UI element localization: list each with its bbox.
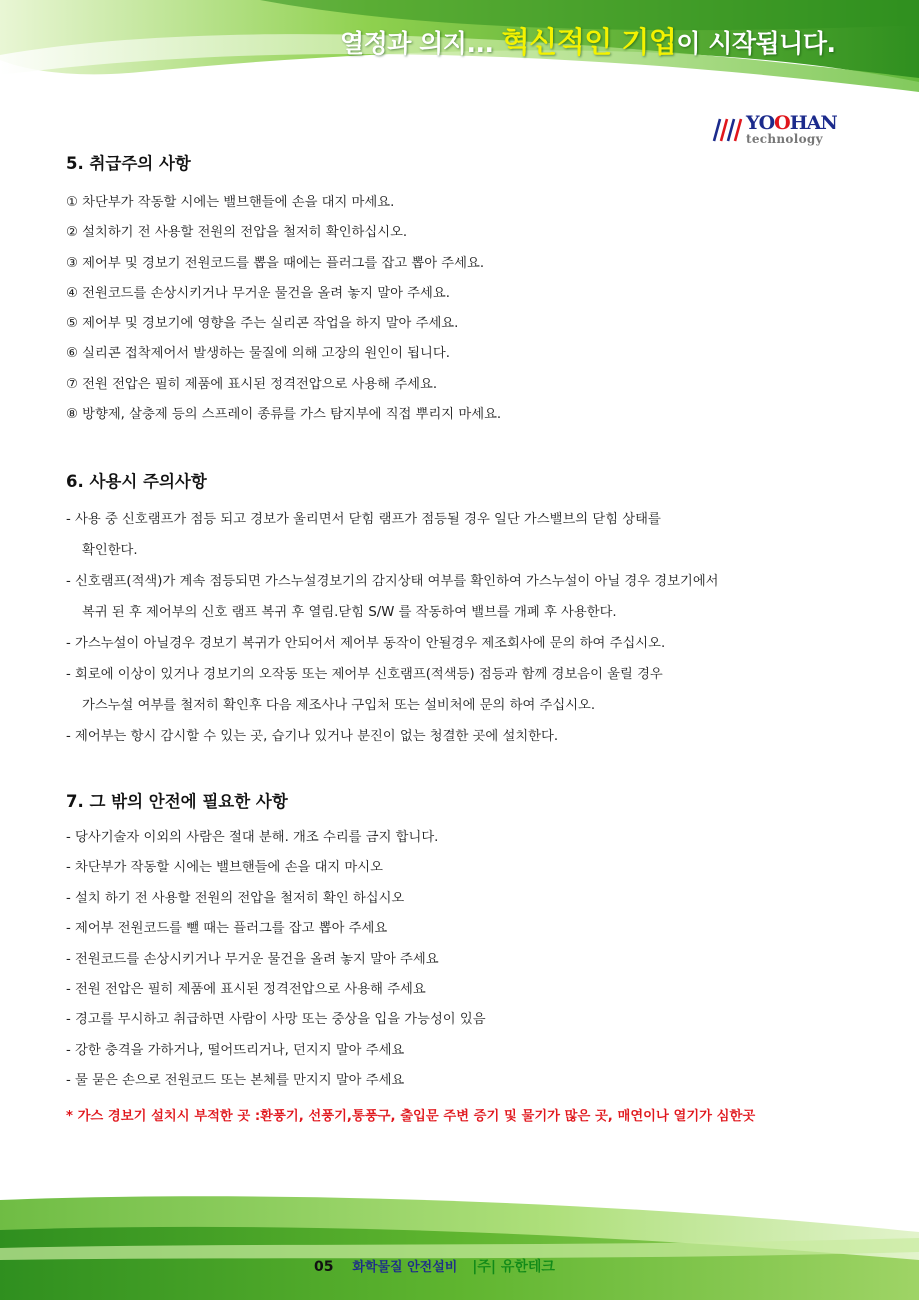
list-item: - 차단부가 작동할 시에는 밸브핸들에 손을 대지 마시오	[66, 860, 383, 876]
section-handling-cautions	[66, 150, 501, 430]
numbered-list	[66, 188, 501, 430]
list-item: - 신호램프(적색)가 계속 점등되면 가스누설경보기의 감지상태 여부를 확인하여 가스누설이 아닐 경우 경보기에서 복귀 된 후 제어부의 신호 램프 복귀 후 열림.닫힘 S/W 를 작동하여 밸브를 개폐 후 사용한다.	[66, 574, 719, 620]
list-item: ⑥ 실리콘 접착제어서 발생하는 물질에 의해 고장의 원인이 됩니다.	[66, 346, 450, 362]
list-item: - 제어부 전원코드를 뺄 때는 플러그를 잡고 뽑아 주세요	[66, 921, 388, 937]
section-other-safety	[66, 788, 856, 1132]
list-item: - 강한 충격을 가하거나, 떨어뜨리거나, 던지지 말아 주세요	[66, 1042, 405, 1058]
list-item: - 회로에 이상이 있거나 경보기의 오작동 또는 제어부 신호램프(적색등) 점등과 함께 경보음이 울릴 경우 가스누설 여부를 철저히 확인후 다음 제조사나 구입처 또는 설비처에 문의 하여 주십시오.	[66, 667, 663, 713]
page-number: 05	[314, 1259, 334, 1275]
page-footer	[314, 1256, 555, 1276]
section-usage-cautions	[66, 468, 719, 752]
list-item: - 전원코드를 손상시키거나 무거운 물건을 올려 놓지 말아 주세요	[66, 951, 439, 967]
header-slogan	[340, 20, 835, 61]
list-item: - 제어부는 항시 감시할 수 있는 곳, 습기나 있거나 분진이 없는 청결한 곳에 설치한다.	[66, 729, 559, 744]
logo-subtitle: technology	[746, 132, 823, 146]
list-item: ④ 전원코드를 손상시키거나 무거운 물건을 올려 놓지 말아 주세요.	[66, 285, 450, 301]
list-item: - 물 묻은 손으로 전원코드 또는 본체를 만지지 말아 주세요	[66, 1073, 405, 1089]
list-item: - 경고를 무시하고 취급하면 사람이 사망 또는 중상을 입을 가능성이 있음	[66, 1012, 486, 1028]
list-item: - 설치 하기 전 사용할 전원의 전압을 철저히 확인 하십시오	[66, 890, 405, 906]
logo-stripes-icon	[708, 115, 744, 143]
section-title: 6. 사용시 주의사항	[66, 472, 207, 491]
list-item: ① 차단부가 작동할 시에는 밸브핸들에 손을 대지 마세요.	[66, 195, 395, 210]
section-title: 7. 그 밖의 안전에 필요한 사항	[66, 792, 288, 811]
list-item: - 가스누설이 아닐경우 경보기 복귀가 안되어서 제어부 동작이 안될경우 제조회사에 문의 하여 주십시오.	[66, 636, 666, 651]
footer-company: |주| 유한테크	[472, 1259, 555, 1275]
logo-brand: YOOHAN	[746, 112, 837, 134]
footer-banner	[0, 1190, 919, 1300]
list-item: ⑦ 전원 전압은 필히 제품에 표시된 정격전압으로 사용해 주세요.	[66, 376, 438, 392]
dash-list	[66, 823, 856, 1097]
list-item: ② 설치하기 전 사용할 전원의 전압을 철저히 확인하십시오.	[66, 225, 408, 241]
list-item: ⑤ 제어부 및 경보기에 영향을 주는 실리콘 작업을 하지 말아 주세요.	[66, 316, 459, 332]
list-item: ⑧ 방향제, 살충제 등의 스프레이 종류를 가스 탐지부에 직접 뿌리지 마세요.	[66, 407, 502, 423]
list-item: - 당사기술자 이외의 사람은 절대 분해. 개조 수리를 금지 합니다.	[66, 830, 439, 845]
slogan-pre: 열정과 의지...	[340, 29, 494, 58]
list-item: - 사용 중 신호램프가 점등 되고 경보가 울리면서 닫힘 램프가 점등될 경우 일단 가스밸브의 닫힘 상태를 확인한다.	[66, 512, 661, 558]
section-title: 5. 취급주의 사항	[66, 154, 191, 173]
company-logo	[708, 110, 848, 150]
installation-warning: * 가스 경보기 설치시 부적한 곳 :환풍기, 선풍기,통풍구, 출입문 주변 증기 및 물기가 많은 곳, 매연이나 열기가 심한곳	[66, 1108, 756, 1124]
footer-category: 화학물질 안전설비	[352, 1260, 458, 1275]
dash-list	[66, 504, 719, 752]
list-item: ③ 제어부 및 경보기 전원코드를 뽑을 때에는 플러그를 잡고 뽑아 주세요.	[66, 255, 485, 271]
list-item: - 전원 전압은 필히 제품에 표시된 정격전압으로 사용해 주세요	[66, 981, 426, 997]
slogan-highlight: 혁신적인 기업	[501, 25, 677, 59]
slogan-post: 이 시작됩니다.	[676, 29, 836, 58]
